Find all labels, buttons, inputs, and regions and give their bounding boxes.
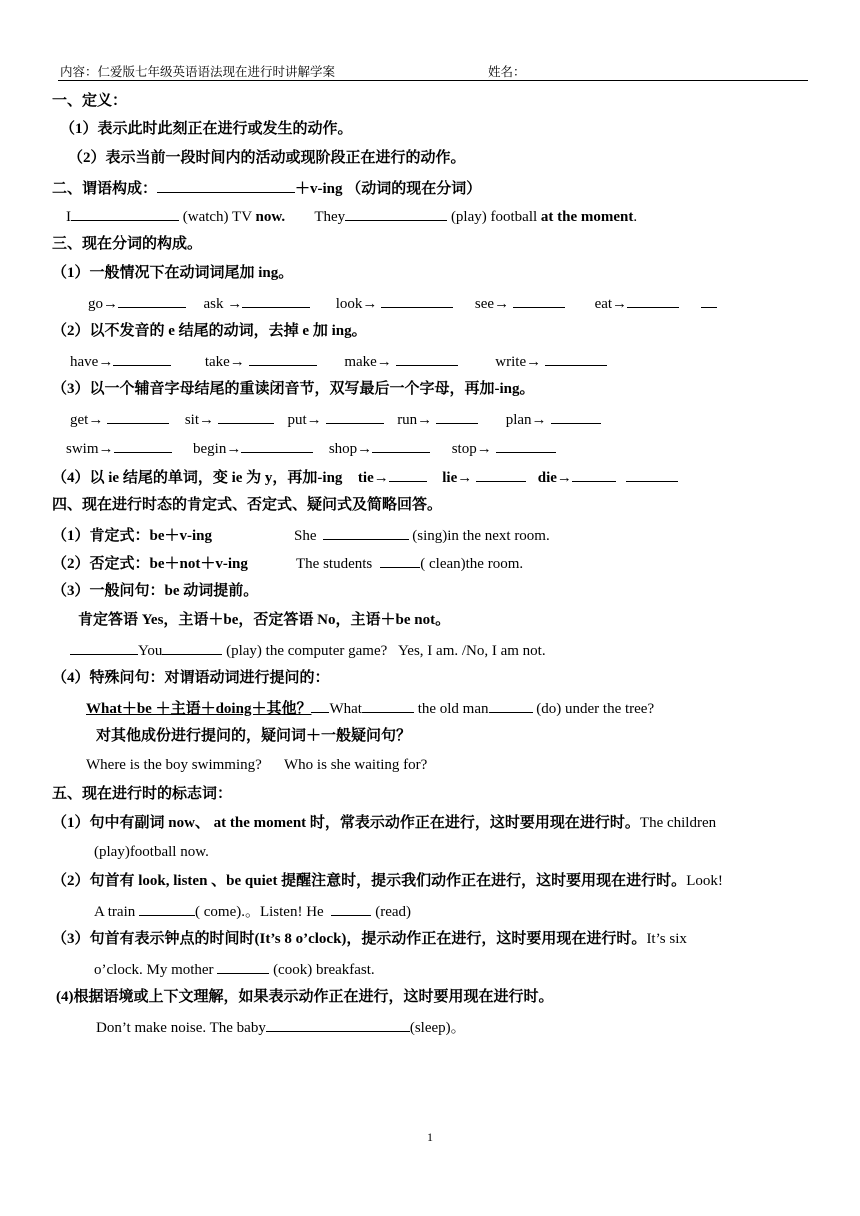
negative-blank[interactable] [380, 552, 420, 568]
rule-3-words-a [70, 408, 601, 430]
special-ex-text: (do) under the tree? [532, 701, 655, 717]
special-ex-subject: the old man [413, 701, 489, 717]
negative-row [52, 552, 523, 574]
blank-begin[interactable] [241, 437, 313, 453]
question-label: （3）一般问句：be 动词提前。 [52, 583, 259, 599]
question-text: (play) the computer game? Yes, I am. /No, I am not. [222, 643, 546, 659]
header-content: 内容：仁爱版七年级英语语法现在进行时讲解学案 [60, 65, 336, 79]
question-example [70, 639, 546, 661]
blank-plan[interactable] [551, 408, 601, 424]
special-blank-2[interactable] [489, 697, 533, 713]
blank-make[interactable] [396, 350, 458, 366]
rule-1-words [88, 292, 717, 314]
blank-look[interactable] [381, 292, 453, 308]
ex1-subject: I [66, 209, 71, 225]
signal-4-rule: (4)根据语境或上下文理解，如果表示动作正在进行，这时要用现在进行时。 [56, 989, 554, 1005]
word-eat: eat→ [594, 296, 628, 312]
signal-2-text-2: ( come).。Listen! He [195, 904, 328, 920]
blank-put[interactable] [326, 408, 384, 424]
question-blank-2[interactable] [162, 639, 222, 655]
header-name-label: 姓名： [488, 65, 526, 79]
rule-4 [52, 466, 678, 488]
word-tie: tie→ [357, 470, 389, 486]
question-blank-1[interactable] [70, 639, 138, 655]
blank-run[interactable] [436, 408, 478, 424]
word-go: go→ [88, 296, 118, 312]
other-question-rule: 对其他成份进行提问的，疑问词＋一般疑问句？ [96, 728, 412, 744]
short-answer-rule: 肯定答语 Yes，主语＋be，否定答语 No，主语＋be not。 [78, 612, 451, 628]
word-put: put→ [287, 412, 322, 428]
negative-label: （2）否定式：be＋not＋v-ing [52, 556, 248, 572]
word-run: run→ [397, 412, 433, 428]
special-question-formula: What＋be ＋主语＋doing＋其他？ [86, 701, 312, 717]
rule-2: （2）以不发音的 e 结尾的动词，去掉 e 加 ing。 [52, 323, 367, 339]
signal-2-blank-1[interactable] [139, 900, 195, 916]
negative-text: ( clean)the room. [420, 556, 524, 572]
ex1-time: now. [255, 209, 286, 225]
special-question-label: （4）特殊问句：对谓语动词进行提问的： [52, 670, 330, 686]
blank-swim[interactable] [114, 437, 172, 453]
definition-2: （2）表示当前一段时间内的活动或现阶段正在进行的动作。 [68, 150, 466, 166]
blank-tie[interactable] [389, 466, 427, 482]
affirmative-blank[interactable] [323, 524, 409, 540]
special-blank-1[interactable] [362, 697, 414, 713]
section-4-title: 四、现在进行时态的肯定式、否定式、疑问式及简略回答。 [52, 497, 443, 513]
signal-3-example: It’s six [646, 931, 687, 947]
signal-3-blank[interactable] [217, 958, 269, 974]
signal-1-cont: (play)football now. [94, 844, 209, 860]
ex2-text: (play) football [447, 209, 541, 225]
affirmative-label: （1）肯定式：be＋v-ing [52, 528, 213, 544]
signal-2-blank-2[interactable] [331, 900, 371, 916]
blank-stop[interactable] [496, 437, 556, 453]
ex2-time: at the moment [540, 209, 634, 225]
affirmative-text: (sing)in the next room. [408, 528, 550, 544]
word-take: take→ [204, 354, 245, 370]
section-3-title: 三、现在分词的构成。 [52, 236, 203, 252]
signal-3-rule: （3）句首有表示钟点的时间时(It’s 8 o’clock)，提示动作正在进行，这时要用现在进行时。 [52, 931, 647, 947]
word-sit: sit→ [184, 412, 215, 428]
signal-1 [52, 813, 716, 833]
word-get: get→ [70, 412, 104, 428]
word-stop: stop→ [451, 441, 492, 457]
blank-die[interactable] [572, 466, 616, 482]
section-2-formula [52, 177, 481, 199]
blank-see[interactable] [513, 292, 565, 308]
signal-2-text-1: A train [94, 904, 139, 920]
page-number: 1 [427, 1130, 433, 1144]
rule-4-text: （4）以 ie 结尾的单词，变 ie 为 y，再加-ing [52, 470, 343, 486]
blank-ask[interactable] [242, 292, 310, 308]
blank-extra[interactable] [701, 292, 717, 308]
signal-2-rule: （2）句首有 look, listen 、be quiet 提醒注意时，提示我们动作正在进行，这时要用现在进行时。 [52, 873, 687, 889]
blank-go[interactable] [118, 292, 186, 308]
signal-2-text-3: (read) [371, 904, 412, 920]
blank-take[interactable] [249, 350, 317, 366]
signal-2 [52, 871, 723, 891]
signal-1-rule: （1）句中有副词 now、 at the moment 时，常表示动作正在进行，这时要用现在进行时。 [52, 815, 640, 831]
ex2-blank[interactable] [345, 205, 447, 221]
signal-4-text-2: (sleep)。 [409, 1020, 466, 1036]
special-question-row [86, 697, 654, 719]
section-1-title: 一、定义： [52, 93, 128, 109]
formula-underline-tail [311, 697, 329, 713]
signal-3 [52, 929, 687, 949]
blank-die-extra[interactable] [626, 466, 678, 482]
word-see: see→ [474, 296, 510, 312]
section-5-title: 五、现在进行时的标志词： [52, 786, 233, 802]
word-look: look→ [335, 296, 378, 312]
signal-4-example [96, 1016, 466, 1038]
word-make: make→ [344, 354, 392, 370]
blank-have[interactable] [113, 350, 171, 366]
ex1-text: (watch) TV [179, 209, 256, 225]
question-subject: You [138, 643, 163, 659]
word-lie: lie→ [442, 470, 473, 486]
formula-blank[interactable] [157, 177, 295, 193]
signal-3-cont [94, 958, 375, 980]
ex1-blank[interactable] [71, 205, 179, 221]
page-header [58, 62, 808, 81]
word-swim: swim→ [66, 441, 114, 457]
ex2-subject: They [314, 209, 346, 225]
rule-3-words-b [66, 437, 556, 459]
special-ex-what: What [329, 701, 362, 717]
word-die: die→ [537, 470, 572, 486]
rule-3: （3）以一个辅音字母结尾的重读闭音节，双写最后一个字母，再加-ing。 [52, 381, 535, 397]
signal-1-example: The children [639, 815, 717, 831]
blank-shop[interactable] [372, 437, 430, 453]
word-begin: begin→ [193, 441, 242, 457]
rule-2-words [70, 350, 607, 372]
word-ask: ask → [203, 296, 243, 312]
blank-write[interactable] [545, 350, 607, 366]
ex2-period: . [633, 209, 638, 225]
section-2-examples [66, 205, 637, 227]
rule-1: （1）一般情况下在动词词尾加 ing。 [52, 265, 294, 281]
signal-3-text-2: (cook) breakfast. [269, 962, 375, 978]
other-question-examples: Where is the boy swimming? Who is she waiting for? [86, 757, 428, 773]
signal-3-text-1: o’clock. My mother [94, 962, 218, 978]
signal-2-example: Look! [686, 873, 723, 889]
signal-2-cont [94, 900, 411, 922]
word-shop: shop→ [328, 441, 373, 457]
blank-eat[interactable] [627, 292, 679, 308]
word-write: write→ [495, 354, 542, 370]
signal-4-blank[interactable] [266, 1016, 410, 1032]
blank-get[interactable] [107, 408, 169, 424]
blank-lie[interactable] [476, 466, 526, 482]
definition-1: （1）表示此时此刻正在进行或发生的动作。 [60, 121, 353, 137]
section-2-title: 二、谓语构成： [52, 181, 158, 197]
negative-subject: The students [296, 556, 373, 572]
word-plan: plan→ [505, 412, 547, 428]
affirmative-subject: She [294, 528, 317, 544]
affirmative-row [52, 524, 550, 546]
blank-sit[interactable] [218, 408, 274, 424]
formula-tail: ＋v-ing （动词的现在分词） [295, 181, 482, 197]
signal-4-text-1: Don’t make noise. The baby [96, 1020, 266, 1036]
word-have: have→ [70, 354, 114, 370]
